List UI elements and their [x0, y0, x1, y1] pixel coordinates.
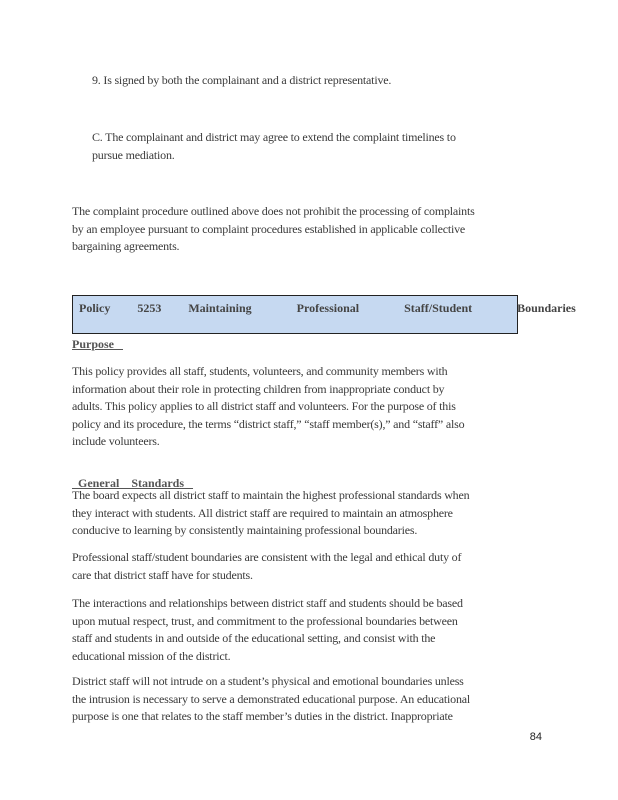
- policy-title: Policy 5253 Maintaining Professional Staff/Student Boundaries: [79, 301, 576, 315]
- text-line: C. The complainant and district may agree to extend the complaint timelines to: [92, 130, 456, 144]
- page-number: 84: [529, 731, 542, 743]
- standards-paragraph-4: [72, 673, 470, 726]
- list-item-9: 9. Is signed by both the complainant and a district representative.: [92, 73, 392, 87]
- general-standards-heading: General Standards: [78, 476, 185, 490]
- standards-paragraph-3: [72, 595, 463, 665]
- text-line: The board expects all district staff to maintain the highest professional standards when: [72, 488, 470, 502]
- text-line: Professional staff/student boundaries are consistent with the legal and ethical duty of: [72, 550, 462, 564]
- text-line: information about their role in protecting children from inappropriate conduct by: [72, 381, 445, 396]
- text-line: This policy provides all staff, students, volunteers, and community members with: [72, 364, 448, 378]
- text-line: policy and its procedure, the terms “district staff,” “staff member(s),” and “staff” also: [72, 416, 465, 431]
- text-line: The interactions and relationships between district staff and students should be based: [72, 596, 463, 610]
- purpose-paragraph: [72, 363, 464, 451]
- text-line: include volunteers.: [72, 434, 160, 448]
- text-line: conducive to learning by consistently maintaining professional boundaries.: [72, 523, 418, 537]
- intro-paragraph: [72, 203, 475, 256]
- policy-title-box: [72, 295, 576, 334]
- text-line: educational mission of the district.: [72, 648, 231, 663]
- text-line: they interact with students. All district staff are required to maintain an atmosphere: [72, 505, 453, 520]
- text-line: District staff will not intrude on a student’s physical and emotional boundaries unless: [72, 674, 464, 688]
- purpose-heading: Purpose: [72, 337, 114, 351]
- text-line: bargaining agreements.: [72, 239, 180, 253]
- text-line: staff and students in and outside of the educational setting, and consist with the: [72, 631, 436, 645]
- standards-paragraph-1: [72, 487, 469, 540]
- text-line: adults. This policy applies to all district staff and volunteers. For the purpose of this: [72, 399, 456, 413]
- text-line: care that district staff have for students.: [72, 567, 253, 582]
- text-line: the intrusion is necessary to serve a demonstrated educational purpose. An educational: [72, 691, 471, 706]
- text-line: purpose is one that relates to the staff member’s duties in the district. Inappropriate: [72, 709, 453, 723]
- standards-paragraph-2: [72, 549, 461, 584]
- text-line: pursue mediation.: [92, 147, 175, 162]
- text-line: by an employee pursuant to complaint procedures established in applicable collective: [72, 221, 466, 236]
- list-item-c: [92, 129, 456, 164]
- text-line: upon mutual respect, trust, and commitment to the professional boundaries between: [72, 613, 458, 628]
- text-line: The complaint procedure outlined above does not prohibit the processing of complaints: [72, 204, 475, 218]
